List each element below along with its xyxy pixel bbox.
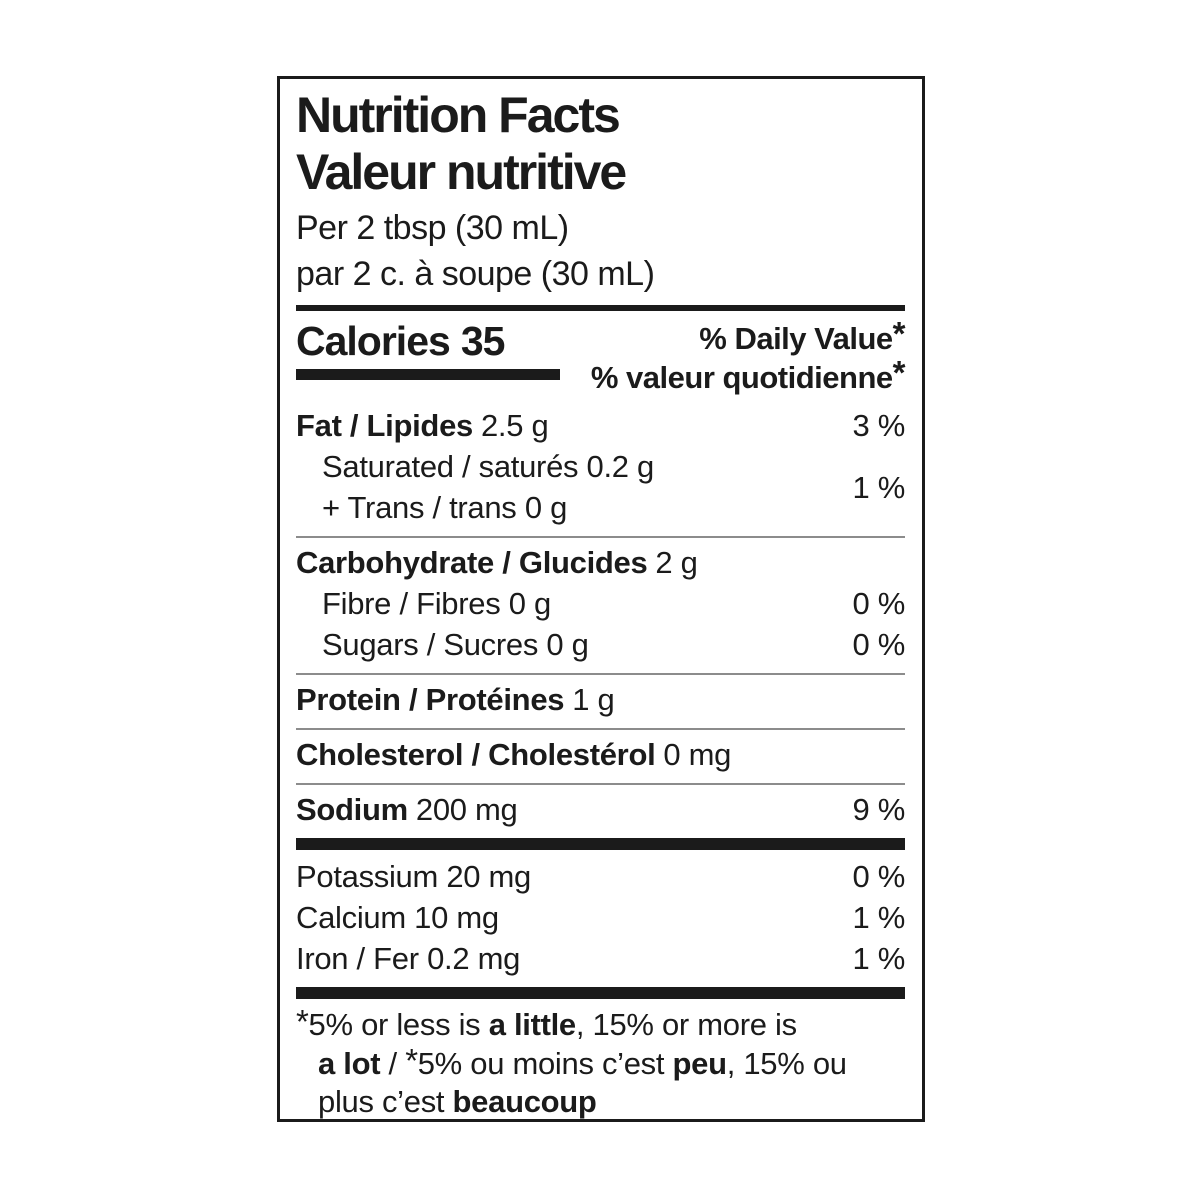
footnote-text: / [380, 1046, 406, 1081]
footnote [296, 1005, 905, 1121]
nutrient-name-bold: Protein / Protéines [296, 682, 565, 717]
nutrient-name-bold: Sodium [296, 792, 408, 827]
footnote-text: , 15% ou [726, 1046, 847, 1081]
title-en: Nutrition Facts [296, 87, 619, 143]
nutrient-name: Calcium 10 mg [296, 900, 499, 935]
footnote-line-2 [296, 1044, 905, 1083]
nutrient-dv: 3 % [852, 408, 905, 443]
divider-thin [296, 673, 905, 675]
nutrition-facts-label [277, 76, 925, 1122]
nutrient-dv: 1 % [852, 941, 905, 976]
daily-value-en-text: % Daily Value [699, 321, 893, 356]
nutrient-name: Sugars / Sucres 0 g [322, 627, 589, 662]
nutrient-dv: 1 % [852, 469, 905, 505]
asterisk: * [296, 1003, 309, 1040]
nutrient-name-bold: Fat / Lipides [296, 408, 473, 443]
footnote-text: 5% ou moins c’est [417, 1046, 673, 1081]
nutrient-row-fibre [296, 583, 905, 624]
saturated-line: Saturated / saturés 0.2 g [322, 449, 654, 484]
nutrient-row-potassium [296, 856, 905, 897]
nutrient-name [296, 446, 654, 528]
nutrient-dv: 0 % [852, 586, 905, 621]
calories-underline-bar [296, 369, 560, 380]
calories-value: 35 [460, 318, 505, 364]
divider-thin [296, 728, 905, 730]
asterisk: * [892, 315, 905, 352]
calories-section [296, 315, 905, 397]
nutrient-dv: 0 % [852, 859, 905, 894]
title-fr: Valeur nutritive [296, 144, 626, 200]
daily-value-header-en [591, 315, 905, 358]
nutrient-name [296, 405, 548, 446]
nutrient-amount: 2 g [655, 545, 698, 580]
nutrient-row-carbohydrate [296, 542, 905, 583]
nutrient-name-bold: Cholesterol / Cholestérol [296, 737, 656, 772]
footnote-text: plus c’est [318, 1084, 453, 1119]
divider-thick [296, 987, 905, 999]
divider-thick [296, 838, 905, 850]
asterisk: * [405, 1042, 418, 1079]
daily-value-header-fr [590, 354, 905, 397]
serving-size-block [296, 205, 905, 297]
nutrient-name-bold: Carbohydrate / Glucides [296, 545, 648, 580]
daily-value-fr-text: % valeur quotidienne [590, 360, 893, 395]
footnote-text: , 15% or more is [575, 1007, 797, 1042]
nutrient-name: Potassium 20 mg [296, 859, 531, 894]
calories-label: Calories [296, 318, 450, 364]
footnote-bold-text: peu [672, 1046, 727, 1081]
serving-size-fr: par 2 c. à soupe (30 mL) [296, 255, 655, 293]
nutrient-row-iron [296, 938, 905, 979]
nutrient-row-cholesterol [296, 734, 905, 775]
daily-value-header [590, 315, 905, 397]
divider-thin [296, 783, 905, 785]
nutrient-row-calcium [296, 897, 905, 938]
nutrient-row-sugars [296, 624, 905, 665]
nutrient-row-sodium [296, 789, 905, 830]
footnote-bold-text: a lot [318, 1046, 381, 1081]
divider-thin [296, 536, 905, 538]
nutrient-row-protein [296, 679, 905, 720]
nutrient-dv: 0 % [852, 627, 905, 662]
trans-line: + Trans / trans 0 g [322, 490, 568, 525]
footnote-bold-text: a little [488, 1007, 576, 1042]
divider-header [296, 305, 905, 311]
footnote-text: 5% or less is [308, 1007, 489, 1042]
nutrient-name: Fibre / Fibres 0 g [322, 586, 551, 621]
nutrient-name: Iron / Fer 0.2 mg [296, 941, 521, 976]
nutrient-name [296, 679, 614, 720]
nutrient-row-saturated-trans [296, 446, 905, 528]
calories-text [296, 319, 560, 363]
nutrient-dv: 9 % [852, 792, 905, 827]
nutrient-amount: 200 mg [415, 792, 518, 827]
serving-size-en: Per 2 tbsp (30 mL) [296, 209, 569, 247]
nutrient-name [296, 789, 517, 830]
nutrient-amount: 2.5 g [480, 408, 549, 443]
footnote-bold-text: beaucoup [452, 1084, 597, 1119]
nutrient-amount: 0 mg [663, 737, 732, 772]
nutrient-amount: 1 g [572, 682, 615, 717]
asterisk: * [892, 354, 905, 391]
nutrient-name [296, 734, 731, 775]
footnote-line-3 [296, 1083, 905, 1121]
footnote-line-1 [296, 1005, 905, 1044]
nutrient-name [296, 542, 698, 583]
nutrient-row-fat [296, 405, 905, 446]
nutrient-dv: 1 % [852, 900, 905, 935]
calories [296, 319, 560, 380]
